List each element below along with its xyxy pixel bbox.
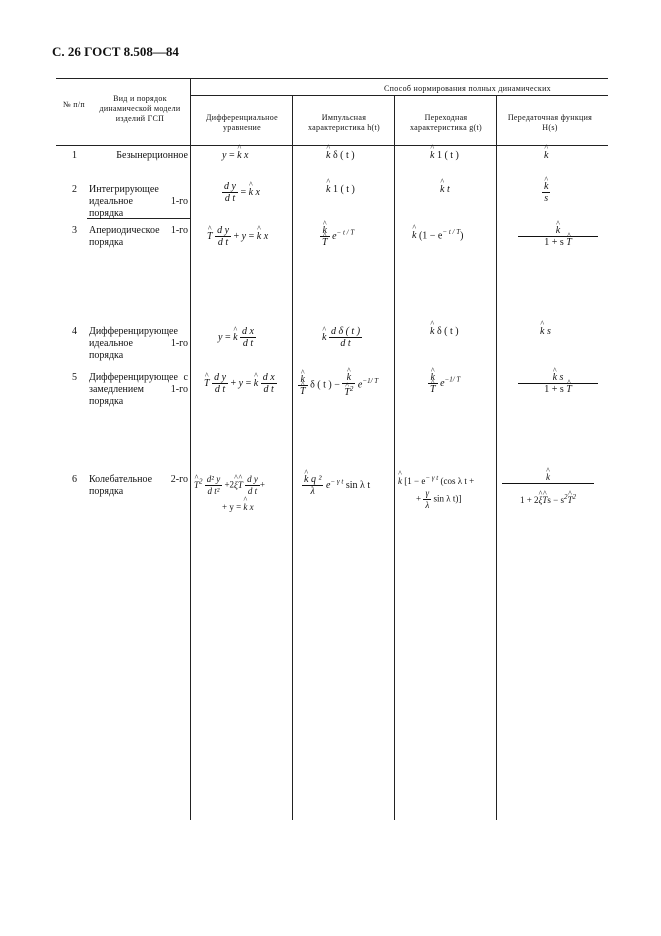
row-4-num: 4 bbox=[72, 326, 77, 337]
row-1-num: 1 bbox=[72, 150, 77, 161]
row-4-step: ^ k δ ( t ) bbox=[430, 326, 459, 337]
row-3-transfer: ^ $\frac{k}{1 + s \^{} T}$ bbox=[518, 225, 598, 248]
group-header: Способ нормирования полных динамических bbox=[384, 84, 551, 93]
row-4-name: Дифференцирующее идеальное 1-го порядка bbox=[89, 326, 188, 361]
row-2-step: ^ k t bbox=[440, 184, 450, 195]
table-top-rule bbox=[56, 78, 608, 79]
row-6-diff: ^ $T^2$ $\frac{\text{d² y}}{\text{d t²}}$ +2^ ξ^ T $\frac{\text{d y}}{\text{d t}}$ + bbox=[194, 474, 265, 497]
row-1-step: ^ k 1 ( t ) bbox=[430, 150, 459, 161]
page-header: С. 26 ГОСТ 8.508—84 bbox=[52, 44, 179, 59]
col-divider-4 bbox=[496, 95, 497, 820]
row-3-impulse: ^ k ^ T $e^{- t / T}$ bbox=[320, 225, 354, 248]
row-1-name: Безынерционное bbox=[116, 150, 188, 161]
group-header-rule bbox=[190, 95, 608, 96]
row-5-num: 5 bbox=[72, 372, 77, 383]
sub-header-impulse: Импульсная характеристика h(t) bbox=[307, 113, 380, 132]
row-1-transfer: ^ k bbox=[544, 150, 548, 161]
row-2-transfer: ^ $\frac{k}{s}$ bbox=[542, 181, 550, 204]
row-5-diff: ^ T $\frac{\text{d y}}{\text{d t}}$ + y = ^ k $\frac{\text{d x}}{\text{d t}}$ bbox=[204, 372, 277, 395]
row-2-impulse: ^ k 1 ( t ) bbox=[326, 184, 355, 195]
row-1-diff: y = ^ k x bbox=[222, 150, 249, 161]
row-3-name: Апериодическое 1-го порядка bbox=[89, 225, 188, 248]
header-bottom-rule bbox=[56, 145, 608, 146]
sub-header-transfer: Передаточная функция H(s) bbox=[507, 113, 593, 132]
row-3-step: ^ k $(1 - e^{- t / T})$ bbox=[412, 228, 463, 241]
row-5-step: ^ k ^ T $e^{-1/ T}$ bbox=[428, 372, 460, 395]
row-6-name: Колебательное 2-го порядка bbox=[89, 474, 188, 497]
col-divider-1 bbox=[190, 78, 191, 820]
row-1-impulse: ^ k δ ( t ) bbox=[326, 150, 355, 161]
row-4-impulse: ^ k $\frac{\text{d δ ( t )}}{\text{d t}}$ bbox=[322, 326, 362, 349]
row-6-transfer: ^ $\frac{k}{1 + 2\^{} \xi\^{} Ts - s^2\^{} T^2}$ bbox=[502, 472, 594, 506]
row-6-step-cont: + $\frac{\gamma}{\lambda}$ sin λ t)] bbox=[416, 488, 462, 510]
col-model-header: Вид и порядок динамической модели изделий ГСП bbox=[99, 94, 181, 123]
row-4-diff: y = ^ k $\frac{\text{d x}}{\text{d t}}$ bbox=[218, 326, 256, 349]
row-5-name: Дифференцирующее с замедлением 1-го порядка bbox=[89, 372, 188, 407]
row-6-step: ^ k [$1 - e^{- \gamma t}$ (cos λ t + bbox=[398, 474, 474, 486]
row-2-diff: $\frac{\text{d y}}{\text{d t}}$ = ^ k x bbox=[222, 181, 260, 204]
row-4-transfer: ^ k s bbox=[540, 326, 551, 337]
row-3-diff: ^ T $\frac{\text{d y}}{\text{d t}}$ + y = ^ k x bbox=[207, 225, 268, 248]
col-num-header: № п/п bbox=[63, 100, 85, 109]
row-6-impulse: ^ $\frac{\text{k q ²}}{\lambda}$ $e^{- \gamma t}$ sin λ t bbox=[302, 474, 370, 497]
row-3-num: 3 bbox=[72, 225, 77, 236]
sub-header-diff: Дифференциальное уравнение bbox=[206, 113, 278, 132]
sub-header-step: Переходная характеристика g(t) bbox=[409, 113, 482, 132]
row-6-diff-cont: + y = ^ k x bbox=[222, 502, 254, 512]
row-2-num: 2 bbox=[72, 184, 77, 195]
row-6-num: 6 bbox=[72, 474, 77, 485]
col-divider-2 bbox=[292, 95, 293, 820]
row-2-name: Интегрирующее идеальное 1-го порядка bbox=[89, 184, 188, 219]
row-5-transfer: ^ $\frac{\text{k s}}{1 + s \^{} T}$ bbox=[518, 372, 598, 395]
row-5-impulse: ^ k ^ T δ ( t ) − ^ k ^ $T^2$ $e^{-1/ T}$ bbox=[298, 372, 378, 398]
col-divider-3 bbox=[394, 95, 395, 820]
